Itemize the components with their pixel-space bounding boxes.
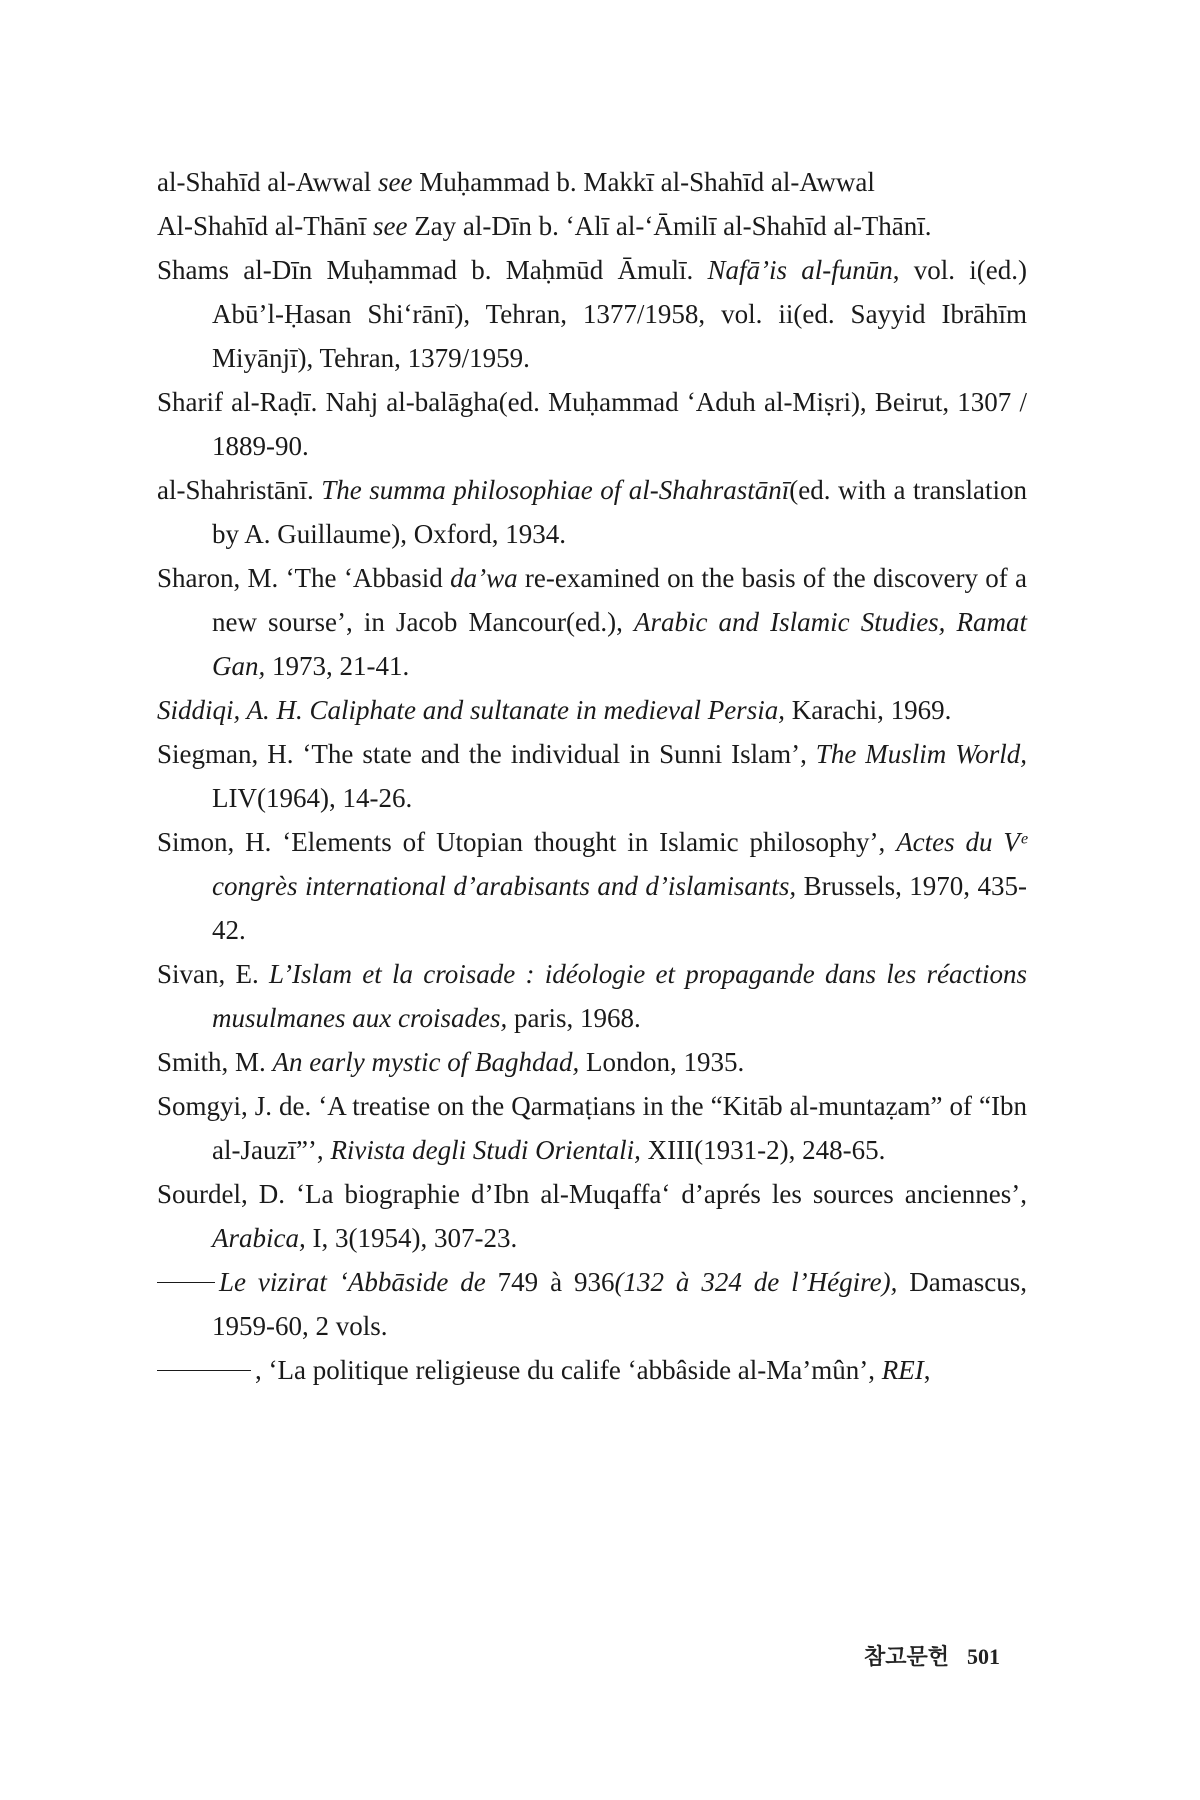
bibliography-list bbox=[157, 160, 1027, 1392]
bibliography-entry: Siddiqi, A. H. Caliphate and sultanate in medieval Persia, Karachi, 1969. bbox=[157, 695, 952, 725]
bibliography-entry: Al-Shahīd al-Thānī see Zay al-Dīn b. ‘Alī al-‘Āmilī al-Shahīd al-Thānī. bbox=[157, 211, 932, 241]
ditto-dash bbox=[157, 1370, 251, 1372]
bibliography-entry: Simon, H. ‘Elements of Utopian thought in Islamic philosophy’, Actes du Vᵉ congrès international d’arabisants and d’islamisants, Brussels, 1970, 435-42. bbox=[157, 827, 1028, 945]
bibliography-entry: Smith, M. An early mystic of Baghdad, London, 1935. bbox=[157, 1047, 745, 1077]
bibliography-entry: al-Shahīd al-Awwal see Muḥammad b. Makkī al-Shahīd al-Awwal bbox=[157, 167, 875, 197]
bibliography-entry: Le vizirat ‘Abbāside de 749 à 936(132 à 324 de l’Hégire), Damascus, 1959-60, 2 vols. bbox=[157, 1260, 1027, 1348]
bibliography-entry: Siegman, H. ‘The state and the individual in Sunni Islam’, The Muslim World, LIV(1964), 14-26. bbox=[157, 739, 1027, 813]
bibliography-entry: Sourdel, D. ‘La biographie d’Ibn al-Muqaffa‘ d’aprés les sources anciennes’, Arabica, I, 3(1954), 307-23. bbox=[157, 1179, 1027, 1253]
page-number: 501 bbox=[967, 1644, 1000, 1669]
bibliography-entry: Sharif al-Raḍī. Nahj al-balāgha(ed. Muḥammad ‘Aduh al-Miṣri), Beirut, 1307 / 1889-90. bbox=[157, 387, 1027, 461]
bibliography-entry: Sharon, M. ‘The ‘Abbasid da’wa re-examined on the basis of the discovery of a new sourse’, in Jacob Mancour(ed.), Arabic and Islamic Studies, Ramat Gan, 1973, 21-41. bbox=[157, 563, 1027, 681]
bibliography-entry: Shams al-Dīn Muḥammad b. Maḥmūd Āmulī. Nafā’is al-funūn, vol. i(ed.) Abū’l-Ḥasan Shi‘rānī), Tehran, 1377/1958, vol. ii(ed. Sayyid Ibrāhīm Miyānjī), Tehran, 1379/1959. bbox=[157, 255, 1027, 373]
bibliography-entry: Somgyi, J. de. ‘A treatise on the Qarmaṭians in the “Kitāb al-muntaẓam” of “Ibn al-Jauzī”’, Rivista degli Studi Orientali, XIII(1931-2), 248-65. bbox=[157, 1091, 1027, 1165]
section-label: 참고문헌 bbox=[863, 1645, 949, 1670]
bibliography-entry: Sivan, E. L’Islam et la croisade : idéologie et propagande dans les réactions musulmanes aux croisades, paris, 1968. bbox=[157, 959, 1027, 1033]
page-footer bbox=[864, 1640, 1000, 1671]
bibliography-entry: al-Shahristānī. The summa philosophiae of al-Shahrastānī(ed. with a translation by A. Guillaume), Oxford, 1934. bbox=[157, 475, 1028, 549]
bibliography-entry: , ‘La politique religieuse du calife ‘abbâside al-Ma’mûn’, REI, bbox=[157, 1348, 1027, 1392]
ditto-dash bbox=[157, 1282, 215, 1284]
